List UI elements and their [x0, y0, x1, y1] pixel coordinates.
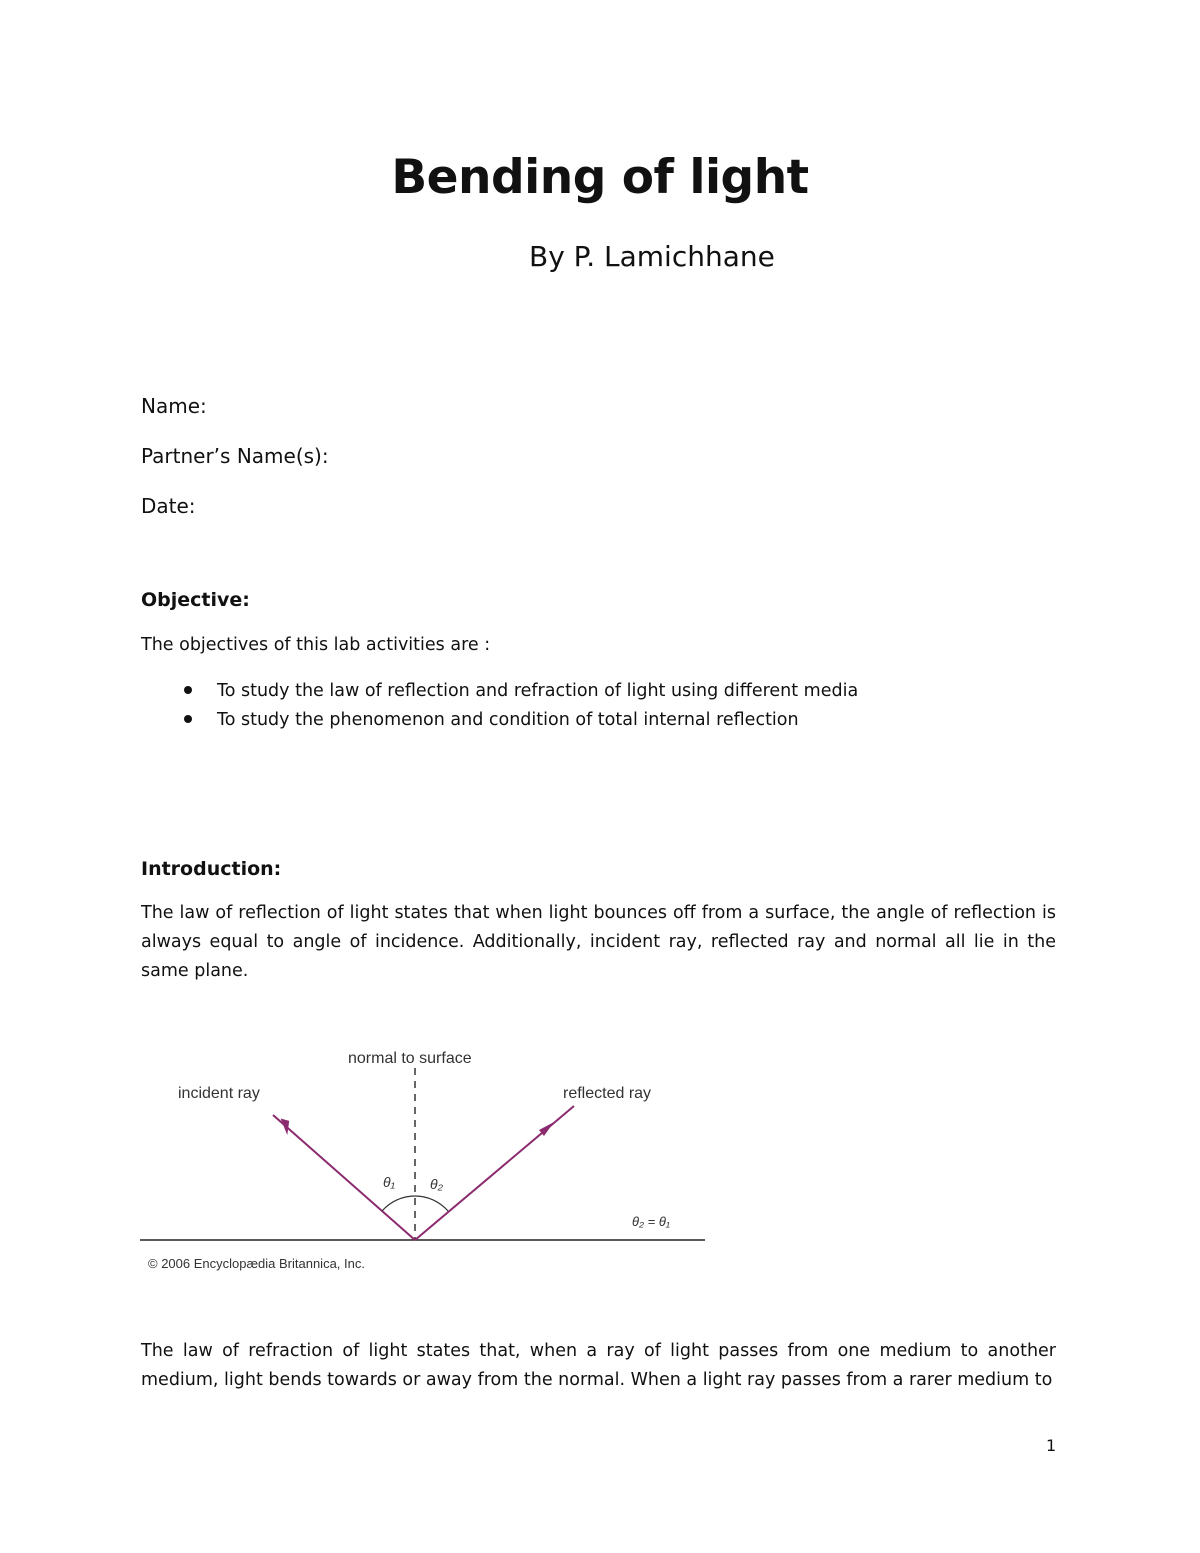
normal-label: normal to surface [348, 1050, 472, 1067]
theta2-label: θ₂ [430, 1176, 443, 1192]
page-number: 1 [1046, 1436, 1057, 1455]
objective-item-1: To study the law of reflection and refraction of light using different media [217, 681, 859, 701]
objective-list [141, 677, 858, 735]
introduction-paragraph-2: The law of refraction of light states that, when a ray of light passes from one medium to another medium, light bends towards or away from the normal. When a light ray passes from a rarer medium to [141, 1341, 1056, 1390]
objective-intro: The objectives of this lab activities are : [141, 635, 491, 655]
bullet-icon [184, 715, 192, 723]
introduction-paragraph-1: The law of reflection of light states that when light bounces off from a surface, the angle of reflection is always equal to angle of incidence. Additionally, incident ray, reflected ray and normal all lie in the same plane. [141, 903, 1056, 981]
introduction-heading: Introduction: [141, 858, 282, 880]
bullet-icon [184, 686, 192, 694]
objective-heading: Objective: [141, 589, 250, 611]
reflection-diagram [140, 1040, 710, 1280]
theta2-arc [415, 1196, 448, 1211]
reflected-label: reflected ray [563, 1085, 652, 1102]
document-author: By P. Lamichhane [529, 240, 775, 273]
incident-label: incident ray [178, 1085, 260, 1102]
document-title: Bending of light [391, 150, 809, 205]
date-field-label: Date: [141, 494, 196, 518]
angle-equation: θ₂ = θ₁ [632, 1214, 670, 1229]
figure-credit: © 2006 Encyclopædia Britannica, Inc. [148, 1256, 365, 1271]
theta1-arc [382, 1196, 415, 1211]
list-item [141, 677, 858, 706]
partners-field-label: Partner’s Name(s): [141, 444, 329, 468]
theta1-label: θ₁ [383, 1174, 396, 1190]
list-item [141, 706, 858, 735]
objective-item-2: To study the phenomenon and condition of total internal reflection [217, 710, 799, 730]
name-field-label: Name: [141, 394, 207, 418]
